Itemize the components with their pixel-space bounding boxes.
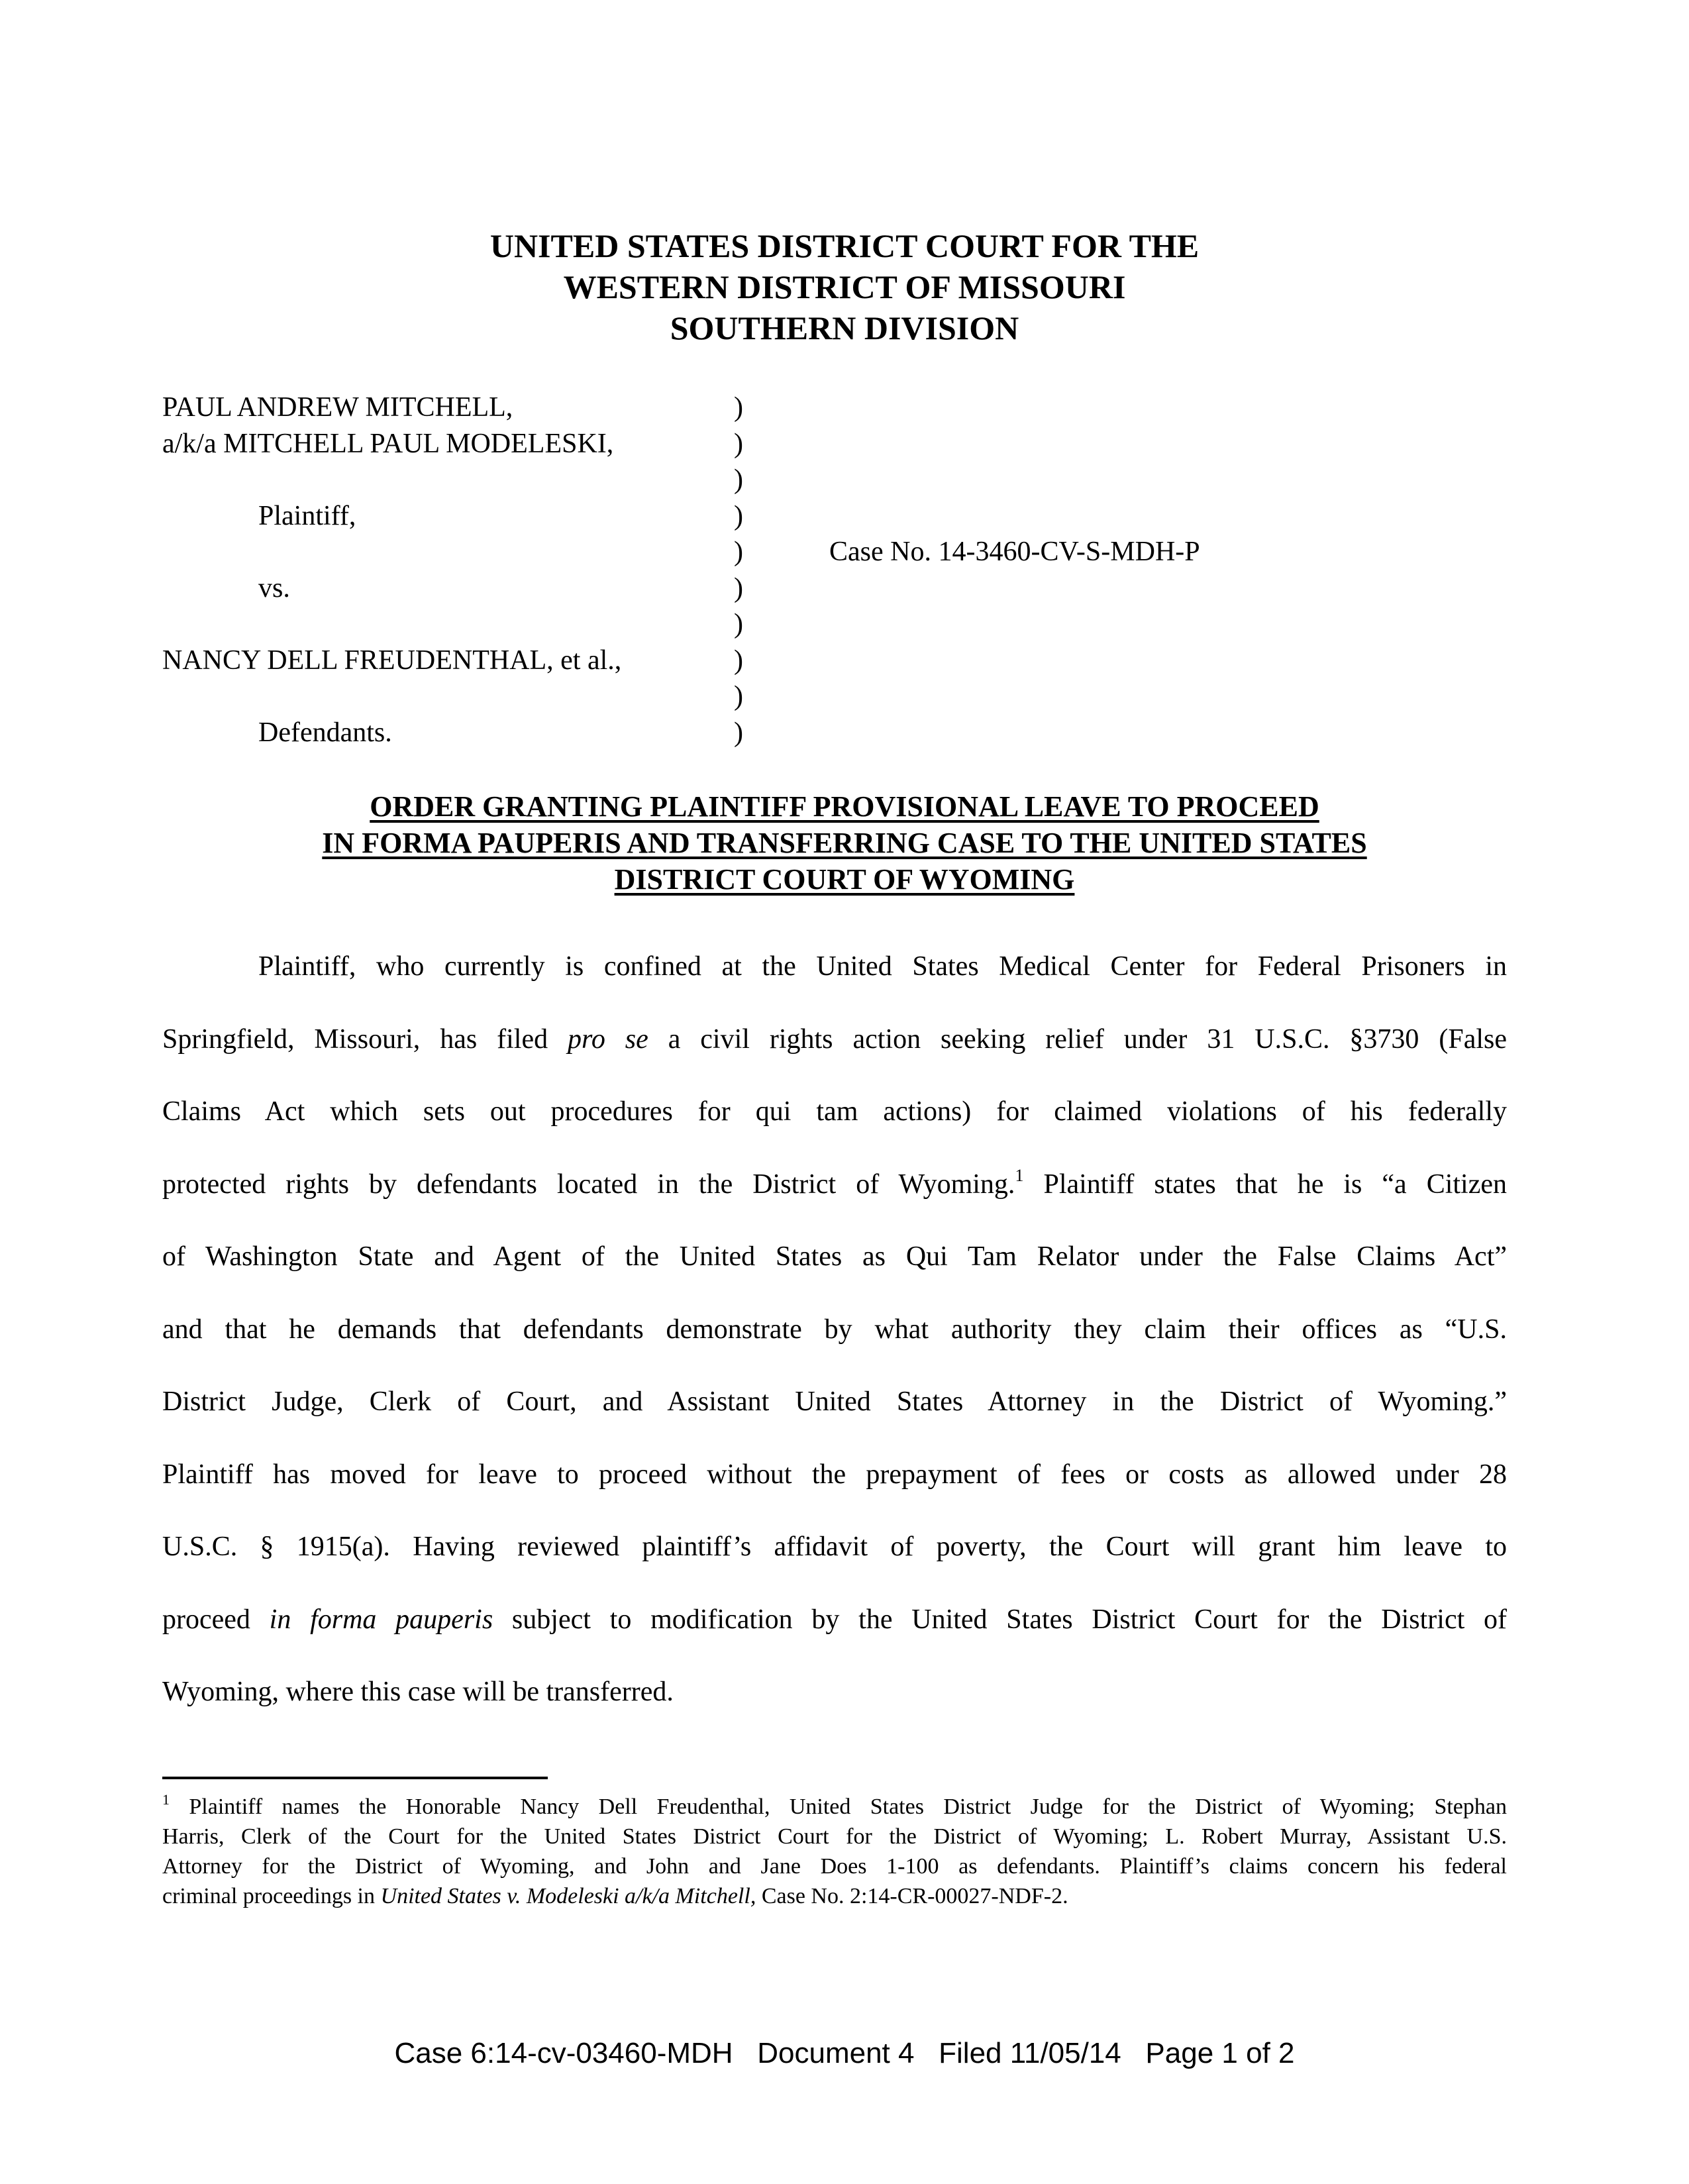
paren: )	[734, 392, 743, 423]
footnote-line	[162, 1881, 1507, 1911]
body-text: proceed	[162, 1604, 270, 1635]
footnote-line	[162, 1792, 1507, 1822]
paren: )	[734, 428, 743, 459]
defendant-name: NANCY DELL FREUDENTHAL, et al.,	[162, 645, 622, 676]
footnote-separator	[162, 1777, 548, 1779]
body-text: Springfield, Missouri, has filed	[162, 1023, 568, 1055]
court-heading	[0, 225, 1689, 348]
court-heading-line-1: UNITED STATES DISTRICT COURT FOR THE	[489, 227, 1200, 264]
plaintiff-aka: a/k/a MITCHELL PAUL MODELESKI,	[162, 428, 614, 459]
paren: )	[734, 572, 743, 603]
court-heading-line-2: WESTERN DISTRICT OF MISSOURI	[563, 268, 1126, 305]
case-number: Case No. 14-3460-CV-S-MDH-P	[829, 537, 1200, 567]
footnote-italic-text: United States v. Modeleski a/k/a Mitchell,	[380, 1884, 756, 1908]
caption-parentheses	[734, 390, 743, 751]
defendant-role: Defendants.	[258, 717, 392, 748]
order-title	[0, 788, 1689, 898]
footnote-line: Harris, Clerk of the Court for the United States District Court for the District of Wyoming; L. Robert Murray, Assistant U.S.	[162, 1824, 1507, 1849]
body-text: protected rights by defendants located in the District of Wyoming.	[162, 1169, 1015, 1200]
paren: )	[734, 717, 743, 748]
order-title-line-3: DISTRICT COURT OF WYOMING	[614, 863, 1075, 896]
body-text: a civil rights action seeking relief under 31 U.S.C. §3730 (False	[648, 1023, 1507, 1055]
paren: )	[734, 537, 743, 567]
body-line	[162, 1584, 1507, 1657]
paren: )	[734, 609, 743, 639]
court-heading-line-3: SOUTHERN DIVISION	[670, 309, 1019, 346]
body-line: U.S.C. § 1915(a). Having reviewed plaintiff’s affidavit of poverty, the Court will grant him leave to	[162, 1532, 1507, 1562]
footnote	[162, 1792, 1507, 1911]
footnote-text: criminal proceedings in	[162, 1884, 381, 1908]
paren: )	[734, 681, 743, 711]
paren: )	[734, 464, 743, 495]
case-caption-parties	[162, 390, 621, 751]
plaintiff-name: PAUL ANDREW MITCHELL,	[162, 392, 513, 423]
body-line: Wyoming, where this case will be transferred.	[162, 1677, 674, 1707]
footnote-text: Case No. 2:14-CR-00027-NDF-2.	[756, 1884, 1068, 1908]
paren: )	[734, 645, 743, 676]
body-text: subject to modification by the United States District Court for the District of	[493, 1604, 1508, 1635]
order-title-line-1: ORDER GRANTING PLAINTIFF PROVISIONAL LEAVE TO PROCEED	[370, 790, 1319, 823]
footnote-reference[interactable]: 1	[1015, 1165, 1024, 1185]
body-italic-text: in forma pauperis	[269, 1604, 493, 1635]
footnote-text: Plaintiff names the Honorable Nancy Dell Freudenthal, United States District Judge for the District of Wyoming; Stephan	[170, 1794, 1507, 1819]
footnote-number: 1	[162, 1791, 170, 1808]
body-line: Plaintiff has moved for leave to proceed without the prepayment of fees or costs as allowed under 28	[162, 1459, 1507, 1490]
body-line	[162, 1004, 1507, 1076]
paren: )	[734, 500, 743, 531]
body-line: Plaintiff, who currently is confined at the United States Medical Center for Federal Prisoners in	[258, 951, 1507, 982]
body-line: Claims Act which sets out procedures for qui tam actions) for claimed violations of his federally	[162, 1096, 1507, 1127]
body-line: District Judge, Clerk of Court, and Assistant United States Attorney in the District of Wyoming.”	[162, 1386, 1507, 1417]
footnote-line: Attorney for the District of Wyoming, and John and Jane Does 1-100 as defendants. Plaintiff’s claims concern his federal	[162, 1854, 1507, 1879]
order-title-line-2: IN FORMA PAUPERIS AND TRANSFERRING CASE TO THE UNITED STATES	[322, 827, 1367, 859]
plaintiff-role: Plaintiff,	[258, 500, 356, 531]
ecf-footer-stamp: Case 6:14-cv-03460-MDH Document 4 Filed 11/05/14 Page 1 of 2	[394, 2037, 1295, 2069]
body-line: and that he demands that defendants demonstrate by what authority they claim their offices as “U.S.	[162, 1314, 1507, 1345]
body-italic-text: pro se	[568, 1023, 648, 1055]
body-paragraph	[162, 931, 1507, 1729]
body-line	[162, 1149, 1507, 1222]
body-line: of Washington State and Agent of the United States as Qui Tam Relator under the False Claims Act”	[162, 1241, 1507, 1272]
body-text: Plaintiff states that he is “a Citizen	[1023, 1169, 1508, 1200]
versus: vs.	[258, 572, 290, 603]
